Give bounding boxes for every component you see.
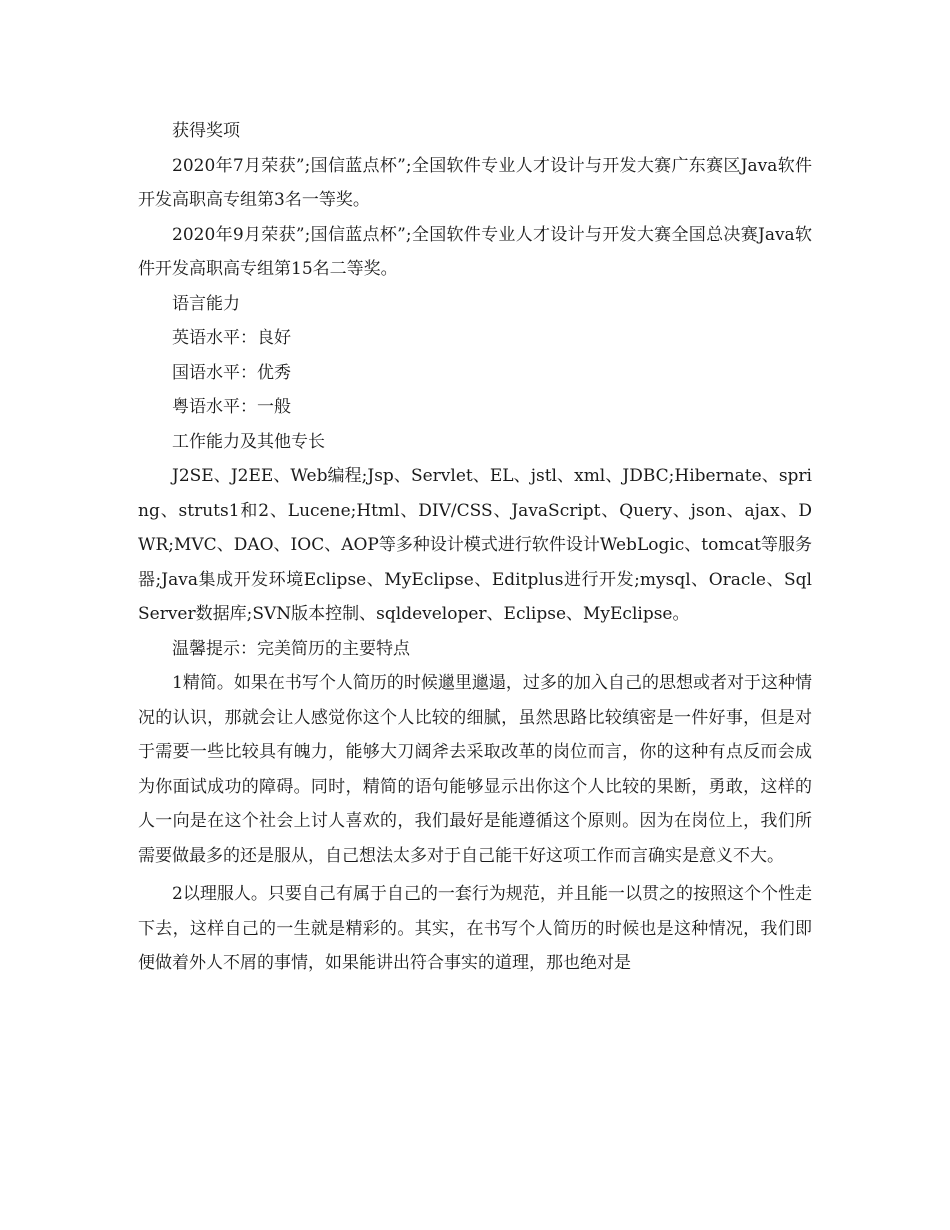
cantonese-level: 粤语水平：一般 (172, 397, 291, 417)
awards-heading: 获得奖项 (172, 121, 240, 141)
skills-paragraph: J2SE、J2EE、Web编程;Jsp、Servlet、EL、jstl、xml、JDBC;Hibernate、spring、struts1和2、Lucene;Html、DIV/CSS、JavaScript、Query、json、ajax、DWR;MVC、DAO、IOC、AOP等多种设计模式进行软件设计WebLogic、tomcat等服务器;Java集成开发环境Eclipse、MyEclipse、Editplus进行开发;mysql、Oracle、SqlServer数据库;SVN版本控制、sqldeveloper、Eclipse、MyEclipse。 (138, 466, 812, 624)
tips-heading: 温馨提示：完美简历的主要特点 (172, 638, 410, 659)
award-item-2: 2020年9月荣获”;国信蓝点杯”;全国软件专业人才设计与开发大赛全国总决赛Java软件开发高职高专组第15名二等奖。 (138, 224, 812, 279)
document-page (138, 114, 812, 981)
mandarin-level: 国语水平：优秀 (172, 362, 291, 383)
language-heading: 语言能力 (172, 293, 240, 314)
award-item-1: 2020年7月荣获”;国信蓝点杯”;全国软件专业人才设计与开发大赛广东赛区Java软件开发高职高专组第3名一等奖。 (138, 155, 812, 210)
english-level: 英语水平：良好 (172, 328, 291, 348)
skills-heading: 工作能力及其他专长 (172, 431, 325, 452)
tip-paragraph-1: 1精简。如果在书写个人简历的时候邋里邋遢，过多的加入自己的思想或者对于这种情况的认识，那就会让人感觉你这个人比较的细腻，虽然思路比较缜密是一件好事，但是对于需要一些比较具有魄力，能够大刀阔斧去采取改革的岗位而言，你的这种有点反而会成为你面试成功的障碍。同时，精简的语句能够显示出你这个人比较的果断，勇敢，这样的人一向是在这个社会上讨人喜欢的，我们最好是能遵循这个原则。因为在岗位上，我们所需要做最多的还是服从，自己想法太多对于自己能干好这项工作而言确实是意义不大。 (138, 673, 812, 866)
tip-paragraph-2: 2以理服人。只要自己有属于自己的一套行为规范，并且能一以贯之的按照这个个性走下去，这样自己的一生就是精彩的。其实，在书写个人简历的时候也是这种情况，我们即便做着外人不屑的事情，如果能讲出符合事实的道理，那也绝对是 (138, 884, 812, 973)
